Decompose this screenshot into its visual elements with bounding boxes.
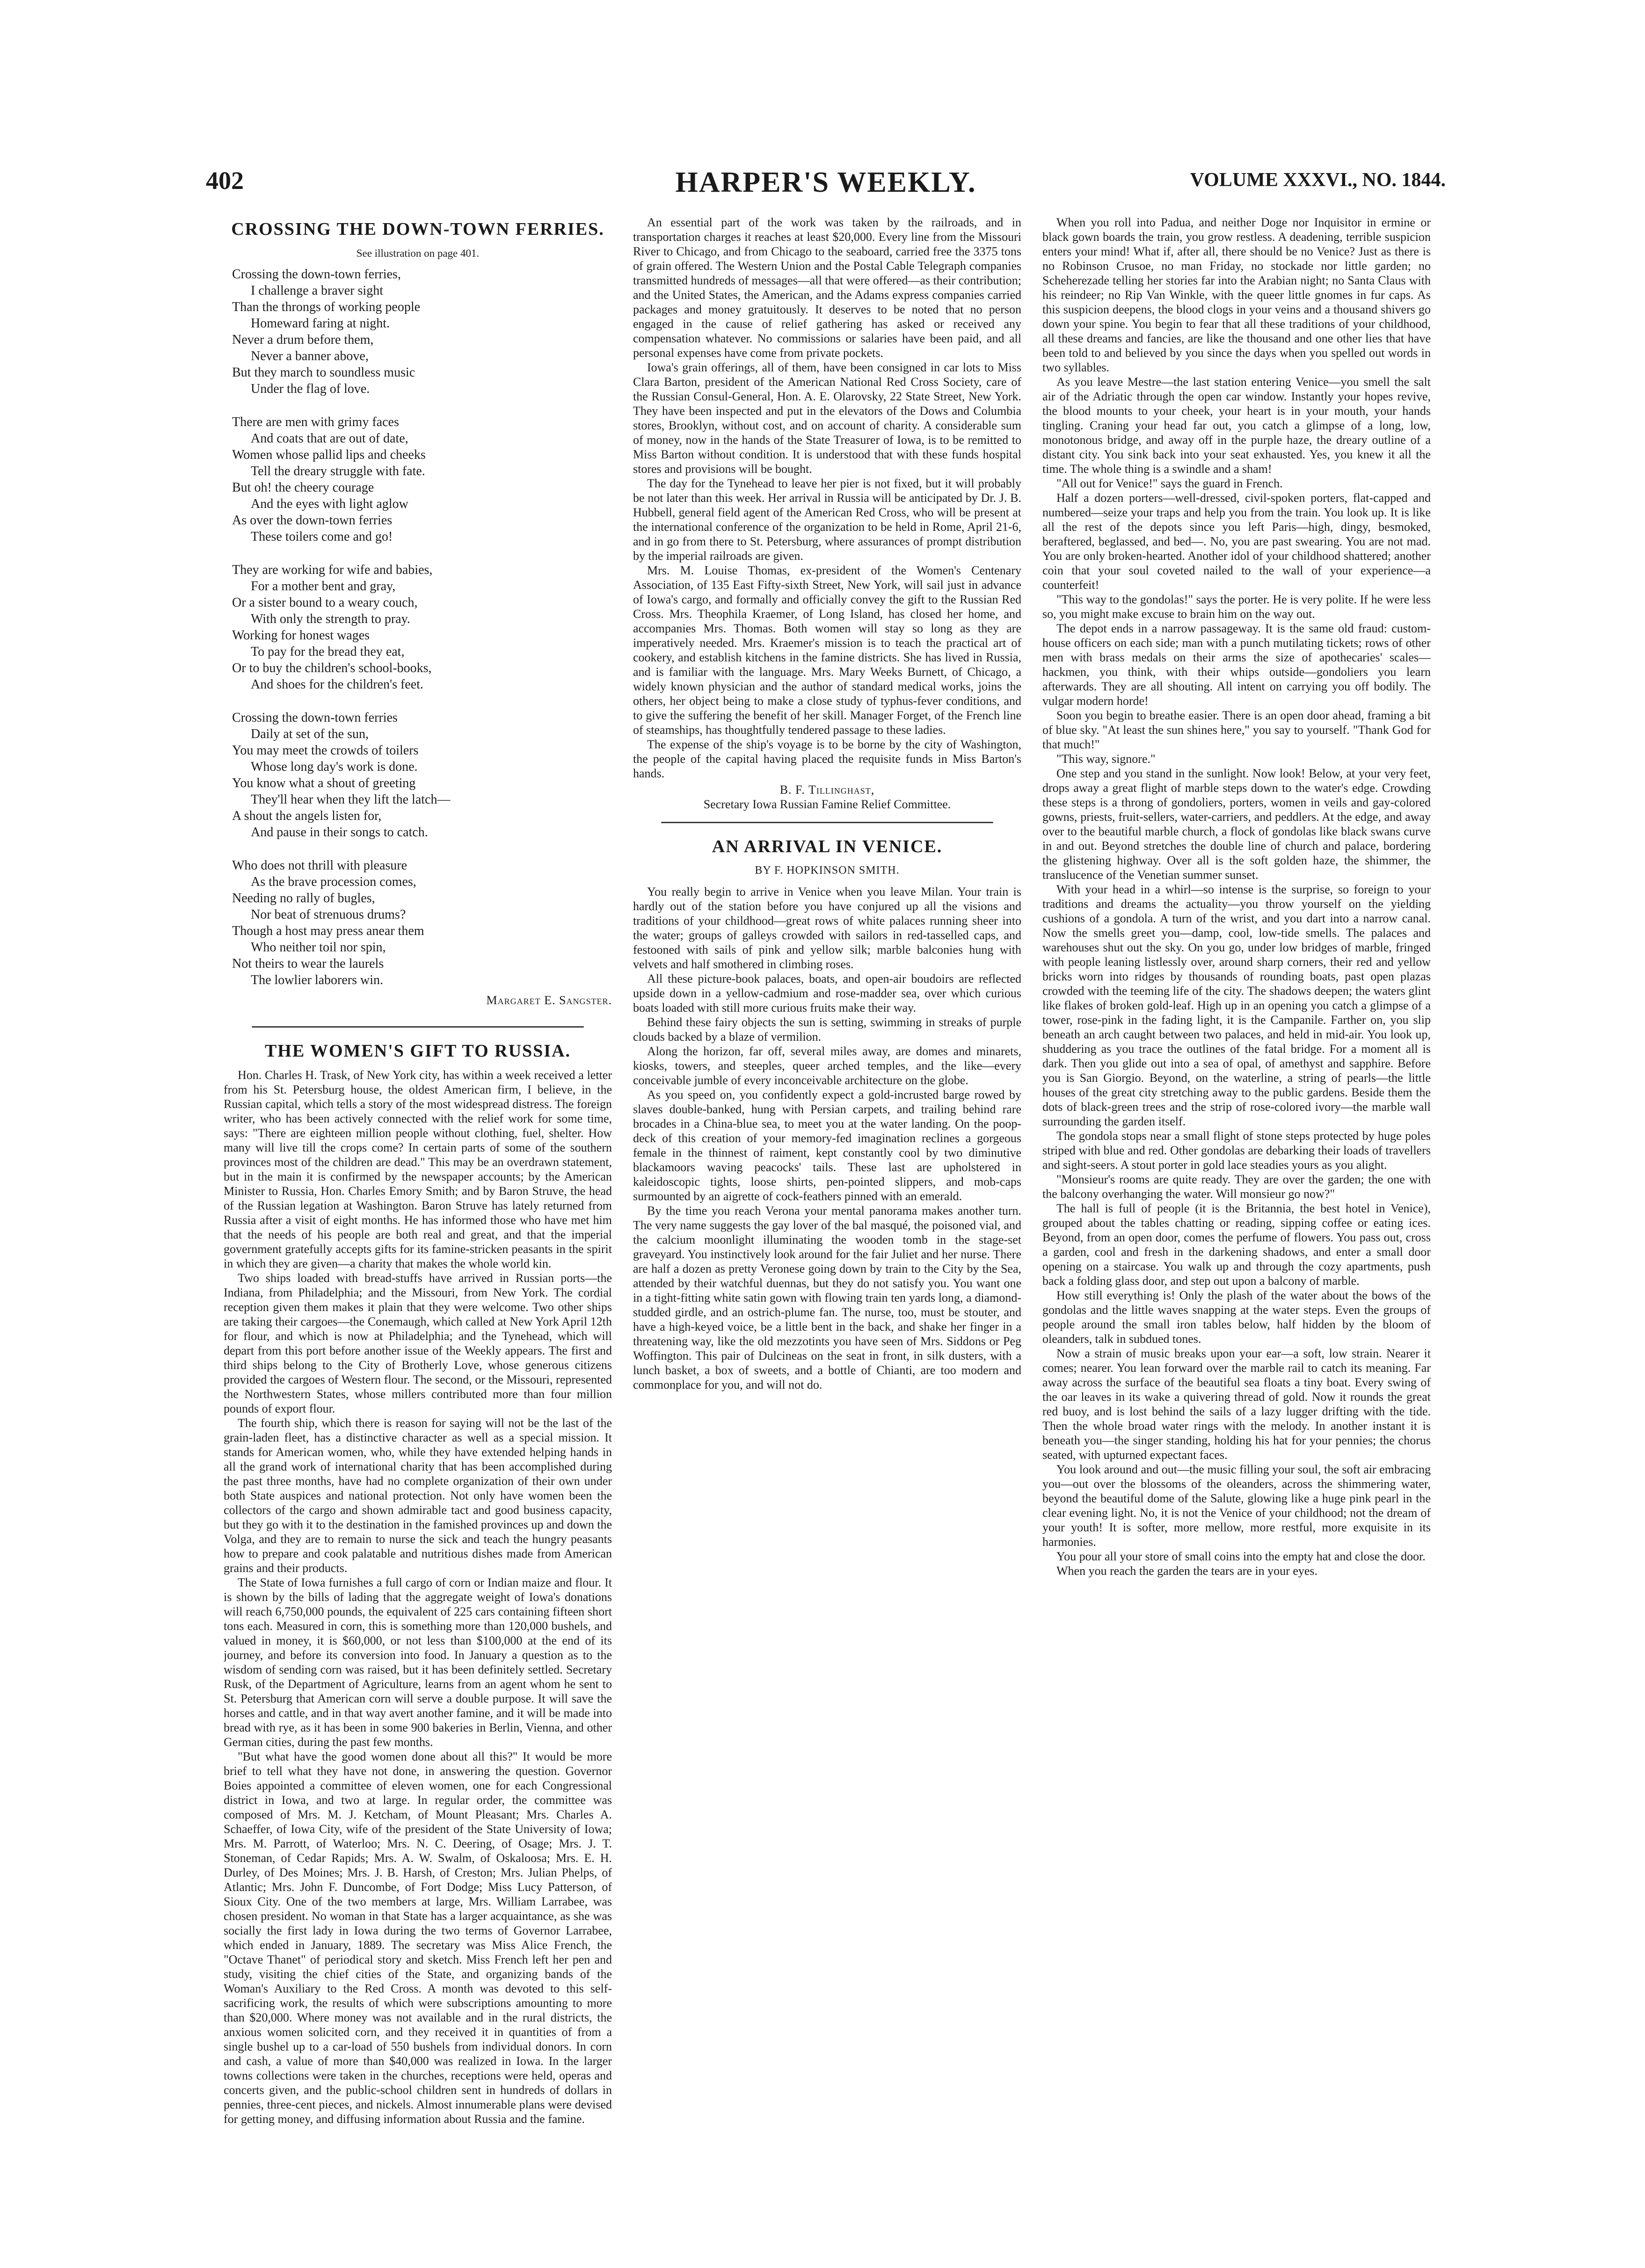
masthead-title: HARPER'S WEEKLY. [675,167,976,198]
venice-paragraph: How still everything is! Only the plash of the water about the bows of the gondolas and the little waves snapping at the water steps. Even the groups of people around the small iron tables below, half hidden by the bloom of oleanders, talk in subdued tones. [1042,1289,1431,1346]
poem-line: Who neither toil nor spin, [251,940,386,955]
gift-paragraph: An essential part of the work was taken by the railroads, and in transportation charges it reaches at least $20,000. Every line from the Missouri River to Chicago, and from Chicago to the seaboard, carried free the 3375 tons of grain offered. The Western Union and the Postal Cable Telegraph companies transmitted hundreds of messages—all that were offered—as their contribution; and the United States, the American, and the Adams express companies carried packages and money gratuitously. It deserves to be noted that no person engaged in the cause of relief gathering has asked or received any compensation whatever. No commissions or salaries have been paid, and all personal expenses have come from private pockets. [633,216,1021,360]
gift-paragraph: Two ships loaded with bread-stuffs have arrived in Russian ports—the Indiana, from Philadelphia; and the Missouri, from New York. The cordial reception given them makes it plain that they were welcome. Two other ships are taking their cargoes—the Conemaugh, which called at New York April 12th for flour, and which is now at Philadelphia; and the Tynehead, which will depart from this port before another issue of the Weekly appears. The first and third ships belong to the City of Brotherly Love, whose generous citizens provided the cargoes of Western flour. The second, or the Missouri, represented the Northwestern States, whose millers contributed more than four million pounds of export flour. [224,1271,612,1415]
poem-line: For a mother bent and gray, [251,579,396,594]
venice-paragraph: All these picture-book palaces, boats, and open-air boudoirs are reflected upside down in a yellow-cadmium and rose-madder sea, over which curious boats loaded with still more curious fruits make their way. [633,972,1021,1014]
illustration-note: See illustration on page 401. [356,247,480,259]
poem-line: Crossing the down-town ferries [232,710,398,725]
poem-line: Whose long day's work is done. [251,760,418,774]
gift-paragraph: The expense of the ship's voyage is to be borne by the city of Washington, the people of the capital having placed the requisite funds in Miss Barton's hands. [633,738,1021,780]
venice-article-title: AN ARRIVAL IN VENICE. [712,837,943,856]
venice-paragraph: With your head in a whirl—so intense is the surprise, so foreign to your traditions and dreams the actuality—you throw yourself on the yielding cushions of a gondola. A turn of the wrist, and you dart into a narrow canal. Now the smells greet you—damp, cool, low-tide smells. The palaces and warehouses shut out the sky. On you go, under low bridges of marble, fringed with people leaning listlessly over, around sharp corners, their red and yellow bricks worn into ridges by thousands of rounding boats, past open plazas crowded with the teeming life of the city. The shadows deepen; the waters glint like flakes of broken gold-leaf. High up in an opening you catch a glimpse of a tower, rose-pink in the fading light, it is the Campanile. Farther on, you slip beneath an arch caught between two palaces, and held in mid-air. You look up, shuddering as you trace the outlines of the fatal bridge. For a moment all is dark. Then you glide out into a sea of opal, of amethyst and sapphire. Before you is San Giorgio. Beyond, on the waterline, a string of pearls—the little houses of the great city stretching away to the public gardens. Beside them the dots of black-green trees and the strip of rose-colored ivory—the marble wall surrounding the garden itself. [1042,883,1431,1128]
venice-paragraph: "This way to the gondolas!" says the porter. He is very polite. If he were less so, you might make excuse to brain him on the way out. [1042,593,1431,621]
poem-stanza [232,710,612,841]
gift-paragraph: The fourth ship, which there is reason for saying will not be the last of the grain-laden fleet, has a distinctive character as well as a special mission. It stands for American women, who, while they have extended helping hands in all the grand work of international charity that has been accomplished during the past three months, have had no complete organization of their own under both State auspices and national protection. Not only have women been the collectors of the cargo and shown admirable tact and good business capacity, but they go with it to the destination in the famished provinces up and down the Volga, and they are to remain to nurse the sick and teach the hungry peasants how to prepare and cook palatable and nutritious dishes made from American grains and their products. [224,1416,612,1575]
poem-line: Who does not thrill with pleasure [232,858,408,873]
gift-paragraph: Iowa's grain offerings, all of them, have been consigned in car lots to Miss Clara Barton, president of the American National Red Cross Society, care of the Russian Consul-General, Hon. A. E. Olarovsky, 22 State Street, New York. They have been inspected and put in the elevators of the Dows and Columbia stores, Brooklyn, without cost, and on account of charity. A considerable sum of money, now in the hands of the State Treasurer of Iowa, is to be remitted to Miss Barton without condition. It is understood that with these funds hospital stores and provisions will be bought. [633,361,1021,476]
gift-paragraph: Hon. Charles H. Trask, of New York city, has within a week received a letter from his St. Petersburg house, the oldest American firm, I believe, in the Russian capital, which tells a story of the most widespread distress. The foreign writer, who has been actively connected with the relief work for some time, says: "There are eighteen million people without clothing, fuel, shelter. How many will live till the crops come? In certain parts of some of the southern provinces most of the children are dead." This may be an overdrawn statement, but in the main it is confirmed by the newspaper accounts; by the American Minister to Russia, Hon. Charles Emory Smith; and by Baron Struve, the head of the Russian legation at Washington. Baron Struve has lately returned from Russia after a visit of eight months. He has informed those who have met him that the needs of his people are both real and great, and that the imperial government gratefully accepts gifts for its famine-stricken peasants in the spirit in which they are given—a charity that makes the whole world kin. [224,1068,612,1270]
volume-issue: VOLUME XXXVI., NO. 1844. [1190,169,1446,191]
poem-stanza [232,562,612,693]
section-divider [252,1026,584,1028]
column-3 [1042,215,1431,2170]
poem-line: Nor beat of strenuous drums? [251,907,406,922]
poem-line: As the brave procession comes, [251,875,416,889]
page-header [206,166,1446,199]
poem-line: Crossing the down-town ferries, [232,267,401,282]
poem-line: Under the flag of love. [251,382,370,396]
venice-paragraph: When you reach the garden the tears are in your eyes. [1056,1564,1318,1578]
poem-line: Than the throngs of working people [232,300,421,314]
venice-paragraph: One step and you stand in the sunlight. Now look! Below, at your very feet, drops away a great flight of marble steps down to the water's edge. Crowding these steps is a throng of gondoliers, porters, women in veils and gay-colored gowns, priests, fruit-sellers, water-carriers, and peddlers. At the edge, and away over to the beautiful marble church, a flock of gondolas like black swans curve in and out. Beyond stretches the double line of church and palace, bordering the glistening highway. Over all is the soft golden haze, the shimmer, the translucence of the Venetian summer sunset. [1042,767,1431,882]
poem-line: Never a banner above, [251,349,369,363]
poem-stanza [232,266,612,397]
venice-paragraph: The depot ends in a narrow passageway. It is the same old fraud: custom-house officers on each side; man with a punch mutilating tickets; rows of other men with brass medals on their arms the size of apothecaries' scales—hackmen, you think, with their whips outside—gondoliers you learn afterwards. They are all shouting. All intent on carrying you off bodily. The vulgar modern horde! [1042,622,1431,708]
poem-stanza [232,414,612,545]
poem-line: Never a drum before them, [232,333,374,347]
gift-signature-title: Secretary Iowa Russian Famine Relief Committee. [703,797,951,811]
venice-paragraph: Now a strain of music breaks upon your ear—a soft, low strain. Nearer it comes; nearer. You lean forward over the marble rail to catch its meaning. Far away across the surface of the beautiful sea floats a tiny boat. Every swing of the oar leaves in its wake a quivering thread of gold. Now it rounds the great red buoy, and is lost behind the sails of a lazy lugger drifting with the tide. Then the whole broad water rings with the melody. In another instant it is beneath you—the singer standing, holding his hat for your pennies; the chorus seated, with upturned expectant faces. [1042,1347,1431,1462]
poem-line: With only the strength to pray. [251,612,410,626]
venice-paragraph: "All out for Venice!" says the guard in French. [1056,477,1283,490]
venice-paragraph: You look around and out—the music filling your soul, the soft air embracing you—out over the blossoms of the oleanders, across the shimmering water, beyond the beautiful dome of the Salute, glowing like a huge pink pearl in the clear evening light. No, it is not the Venice of your childhood; not the dream of your youth! It is softer, more mellow, more restful, more exquisite in its harmonies. [1042,1463,1431,1549]
poem-line: Needing no rally of bugles, [232,891,375,906]
poem-body [224,266,612,988]
poem-line: And pause in their songs to catch. [251,825,428,840]
venice-paragraph: The gondola stops near a small flight of stone steps protected by huge poles striped with blue and red. Other gondolas are debarking their loads of travellers and sight-seers. A stout porter in gold lace steadies yours as you alight. [1042,1129,1431,1172]
gift-signature-name: B. F. Tillinghast, [779,783,875,797]
gift-paragraph: The State of Iowa furnishes a full cargo of corn or Indian maize and flour. It is shown by the bills of lading that the aggregate weight of Iowa's donations will reach 6,750,000 pounds, the equivalent of 225 cars containing fifteen short tons each. Measured in corn, this is something more than 120,000 bushels, and valued in money, it is $60,000, or not less than $100,000 at the end of its journey, and before its conversion into food. In January a question as to the wisdom of sending corn was raised, but it has been definitely settled. Secretary Rusk, of the Department of Agriculture, learns from an agent whom he sent to St. Petersburg that American corn will serve a double purpose. It will save the horses and cattle, and in that way avert another famine, and it will be made into bread with rye, as it has been in some 900 bakeries in Berlin, Vienna, and other German cities, during the past few months. [224,1576,612,1749]
page-number: 402 [206,167,244,195]
venice-paragraph: By the time you reach Verona your mental panorama makes another turn. The very name suggests the gay lover of the bal masqué, the poisoned vial, and the calcium moonlight illuminating the wooden tomb in the stage-set graveyard. You instinctively look around for the fair Juliet and her nurse. There are half a dozen as pretty Veronese going down by train to the City by the Sea, attended by their watchful duennas, but they do not satisfy you. You want one in a tight-fitting white satin gown with flowing train ten yards long, a diamond-studded girdle, and an ostrich-plume fan. The nurse, too, must be stouter, and have a high-keyed voice, be a little bent in the back, and shake her finger in a threatening way, like the old mezzotints you have seen of Mrs. Siddons or Peg Woffington. This pair of Dulcineas on the seat in front, in silk dusters, with a lunch basket, a box of sweets, and a bottle of Chianti, are too modern and commonplace for you, and will not do. [633,1204,1021,1391]
venice-byline: BY F. HOPKINSON SMITH. [755,864,900,877]
venice-paragraph: Along the horizon, far off, several miles away, are domes and minarets, kiosks, towers, and steeples, queer arched temples, and the like—every conceivable jumble of every inconceivable architecture on the globe. [633,1044,1021,1087]
section-divider [661,822,993,823]
poem-line: To pay for the bread they eat, [251,645,405,659]
poem-line: The lowlier laborers win. [251,973,384,987]
poem-line: There are men with grimy faces [232,415,399,429]
poem-line: Working for honest wages [232,628,370,643]
venice-paragraph: As you leave Mestre—the last station entering Venice—you smell the salt air of the Adriatic through the open car window. Instantly your hopes revive, the blood mounts to your cheek, your heart is in your mouth, your hands tingling. Craning your head far out, you catch a glimpse of a long, low, monotonous bridge, and away off in the purple haze, the dreary outline of a distant city. You sink back into your seat exhausted. Yes, you knew it all the time. The whole thing is a swindle and a sham! [1042,375,1431,476]
poem-line: And the eyes with light aglow [251,497,408,511]
venice-paragraph: The hall is full of people (it is the Britannia, the best hotel in Venice), grouped about the tables chatting or reading, sipping coffee or eating ices. Beyond, from an open door, comes the perfume of flowers. You pass out, cross a garden, cool and fresh in the darkening shadows, and enter a small door opening on a staircase. You walk up and through the cozy apartments, push back a folding glass door, and step out upon a balcony of marble. [1042,1202,1431,1288]
gift-paragraph: "But what have the good women done about all this?" It would be more brief to tell what they have not done, in answering the question. Governor Boies appointed a committee of eleven women, one for each Congressional district in Iowa, and two at large. In regular order, the committee was composed of Mrs. M. J. Ketcham, of Mount Pleasant; Mrs. Charles A. Schaeffer, of Iowa City, wife of the president of the State University of Iowa; Mrs. M. Parrott, of Waterloo; Mrs. N. C. Deering, of Osage; Mrs. J. T. Stoneman, of Cedar Rapids; Mrs. A. W. Swalm, of Oskaloosa; Mrs. E. H. Durley, of Des Moines; Mrs. J. B. Harsh, of Creston; Mrs. Julian Phelps, of Atlantic; Mrs. John F. Duncombe, of Fort Dodge; Miss Lucy Patterson, of Sioux City. One of the two members at large, Mrs. William Larrabee, was chosen president. No woman in that State has a larger acquaintance, as she was socially the first lady in Iowa during the two terms of Governor Larrabee, which ended in January, 1889. The secretary was Miss Alice French, the "Octave Thanet" of periodical story and sketch. Miss French left her pen and study, visiting the chief cities of the State, and organizing bands of the Woman's Auxiliary to the Red Cross. A month was devoted to this self-sacrificing work, the results of which were subscriptions amounting to more than $20,000. Where money was not available and in the rural districts, the anxious women solicited corn, and they received it in quantities of from a single bushel up to a car-load of 550 bushels from individual donors. In corn and cash, a value of more than $40,000 was realized in Iowa. In the larger towns collections were taken in the churches, receptions were held, operas and concerts given, and the public-school children sent in hundreds of dollars in pennies, three-cent pieces, and nickels. Almost innumerable plans were devised for getting money, and diffusing information about Russia and the famine. [224,1750,612,2126]
venice-paragraph: You really begin to arrive in Venice when you leave Milan. Your train is hardly out of the station before you have conjured up all the visions and traditions of your childhood—great rows of white palaces running sheer into the water; groups of galleys crowded with sailors in red-tasselled caps, and festooned with sails of pink and yellow silk; marble balconies hung with velvets and half smothered in climbing roses. [633,885,1021,971]
poem-line: Daily at set of the sun, [251,727,369,741]
poem-line: Though a host may press anear them [232,924,424,938]
venice-paragraph: Soon you begin to breathe easier. There is an open door ahead, framing a bit of blue sky. "At least the sun shines here," you say to yourself. "Thank God for that much!" [1042,709,1431,751]
poem-author: Margaret E. Sangster. [486,993,612,1007]
column-1 [224,215,612,2170]
column-2 [633,215,1021,2170]
venice-paragraph: When you roll into Padua, and neither Doge nor Inquisitor in ermine or black gown boards the train, you grow restless. A deadening, terrible suspicion enters your mind! What if, after all, there should be no Venice? Just as there is no Robinson Crusoe, no man Friday, no stockade nor little garden; no Scheherezade telling her stories far into the Arabian night; no Santa Claus with his reindeer; no Rip Van Winkle, with the queer little gnomes in fur caps. As this suspicion deepens, the blood clogs in your veins and a thousand shivers go down your spine. You begin to fear that all these traditions of your childhood, all these dreams and fancies, are like the thousand and one other lies that have been told to and believed by you since the days when you spelled out words in two syllables. [1042,216,1431,374]
poem-line: As over the down-town ferries [232,513,393,528]
poem-line: Or a sister bound to a weary couch, [232,595,418,610]
venice-paragraph: You pour all your store of small coins into the empty hat and close the door. [1056,1550,1426,1563]
poem-line: Or to buy the children's school-books, [232,661,432,675]
poem-line: You may meet the crowds of toilers [232,743,419,758]
gift-paragraph: The day for the Tynehead to leave her pier is not fixed, but it will probably be not later than this week. Her arrival in Russia will be anticipated by Dr. J. B. Hubbell, general field agent of the American Red Cross, who will be present at the international conference of the organization to be held in Rome, April 21-6, and in go from there to St. Petersburg, where assurances of prompt distribution by the imperial railroads are given. [633,477,1021,563]
venice-paragraph: Behind these fairy objects the sun is setting, swimming in streaks of purple clouds backed by a blaze of vermilion. [633,1015,1021,1043]
poem-line: These toilers come and go! [251,529,393,544]
gift-article-title: THE WOMEN'S GIFT TO RUSSIA. [264,1041,571,1061]
poem-line: But they march to soundless music [232,365,415,380]
venice-paragraph: As you speed on, you confidently expect a gold-incrusted barge rowed by slaves double-banked, hung with Persian carpets, and trailing behind rare brocades in a China-blue sea, to meet you at the water landing. On the poop-deck of this creation of your memory-fed imagination reclines a gorgeous female in the thinnest of raiment, kept constantly cool by two diminutive blackamoors waving peacocks' tails. These last are upholstered in kaleidoscopic tights, loose shirts, pen-pointed slippers, and mob-caps surmounted by an aigrette of cock-feathers pinned with an emerald. [633,1088,1021,1203]
venice-paragraph: "Monsieur's rooms are quite ready. They are over the garden; the one with the balcony overhanging the water. Will monsieur go now?" [1042,1173,1431,1201]
poem-title: CROSSING THE DOWN-TOWN FERRIES. [231,219,604,239]
gift-paragraph: Mrs. M. Louise Thomas, ex-president of the Women's Centenary Association, of 135 East Fifty-sixth Street, New York, will sail just in advance of Iowa's cargo, and formally and officially convey the gift to the Russian Red Cross. Mrs. Theophila Kraemer, of Long Island, has closed her home, and accompanies Mrs. Thomas. Both women will stay so long as they are imperatively needed. Mrs. Kraemer's mission is to teach the practical art of cookery, and establish kitchens in the famine districts. She has lived in Russia, and is familiar with the language. Mrs. Mary Weeks Burnett, of Chicago, a widely known physician and the author of standard medical works, joins the others, her object being to make a close study of typhus-fever conditions, and to give the suffering the benefit of her skill. Manager Forget, of the French line of steamships, has thoughtfully tendered passage to these ladies. [633,564,1021,737]
poem-line: I challenge a braver sight [251,283,383,298]
poem-line: Homeward faring at night. [251,316,390,331]
poem-line: You know what a shout of greeting [232,776,416,790]
poem-line: And coats that are out of date, [251,431,408,446]
poem-line: They'll hear when they lift the latch— [251,792,451,807]
poem-stanza [232,857,612,988]
poem-line: Women whose pallid lips and cheeks [232,448,426,462]
poem-line: They are working for wife and babies, [232,563,433,577]
poem-line: And shoes for the children's feet. [251,677,423,692]
venice-paragraph: "This way, signore." [1056,752,1156,766]
poem-line: A shout the angels listen for, [232,809,382,823]
poem-line: But oh! the cheery courage [232,480,374,495]
poem-line: Tell the dreary struggle with fate. [251,464,425,478]
poem-line: Not theirs to wear the laurels [232,956,384,971]
venice-paragraph: Half a dozen porters—well-dressed, civil-spoken porters, flat-capped and numbered—seize your traps and help you from the train. You look up. It is like all the rest of the depots since you left Paris—high, dingy, besmoked, beraftered, beglassed, and bed—. No, you are past swearing. You are not mad. You are only broken-hearted. Another idol of your childhood shattered; another coin that your soul coveted nailed to the wall of your experience—a counterfeit! [1042,491,1431,592]
